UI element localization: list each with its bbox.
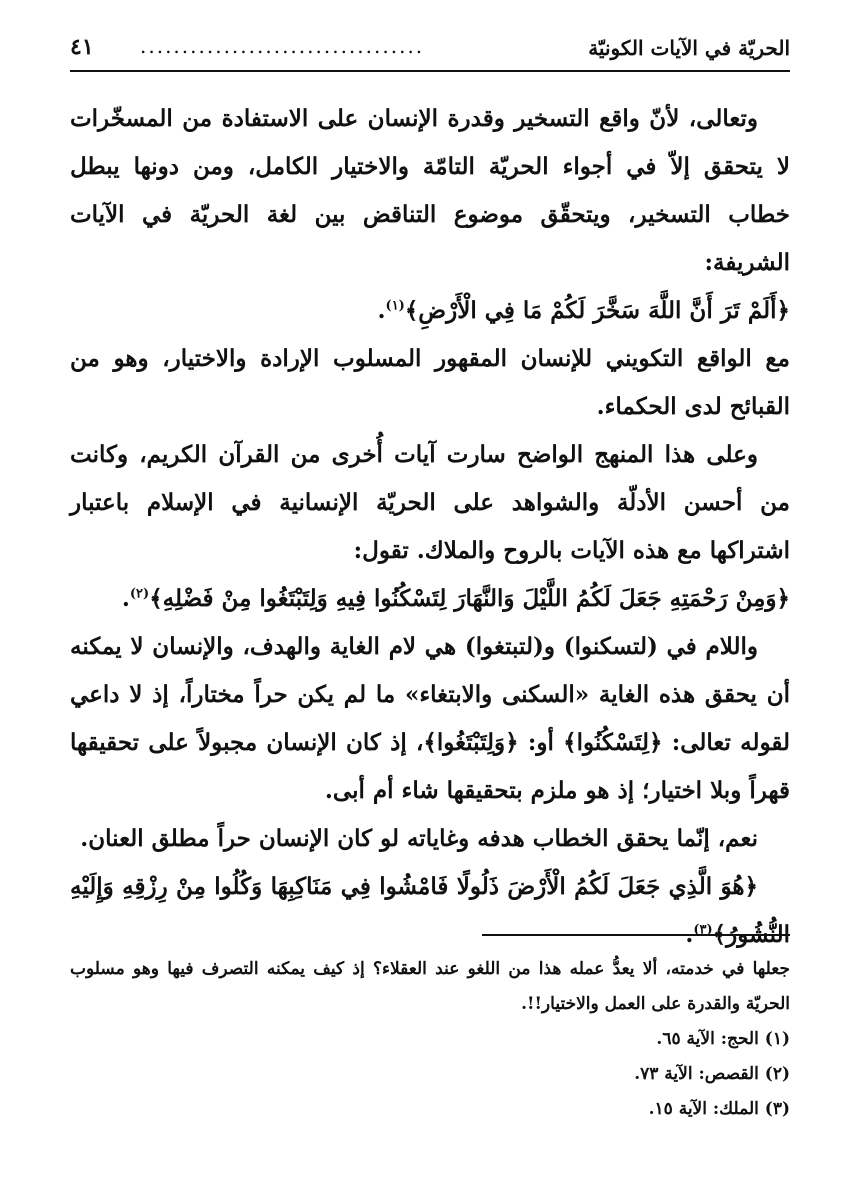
footnotes: [70, 952, 790, 1127]
footnote-separator: [482, 934, 790, 936]
footnote-2: (٢) القصص: الآية ٧٣.: [634, 1064, 790, 1084]
paragraph-2: مع الواقع التكويني للإنسان المقهور المسلوب الإرادة والاختيار، وهو من القبائح لدى الحكماء.: [70, 345, 790, 420]
footnote-continued: جعلها في خدمته، ألا يعدُّ عمله هذا من اللغو عند العقلاء؟ إذ كيف يمكنه التصرف فيها وهو مسلوب الحريّة والقدرة على العمل والاختيار!!.: [70, 959, 790, 1014]
page-header: [70, 30, 790, 72]
quran-quote-3: ﴿هُوَ الَّذِي جَعَلَ لَكُمُ الْأَرْضَ ذَلُولًا فَامْشُوا فِي مَنَاكِبِهَا وَكُلُوا مِنْ رِزْقِهِ وَإِلَيْهِ النُّشُورُ﴾$^{(٣)}$.: [70, 873, 790, 948]
paragraph-3: وعلى هذا المنهج الواضح سارت آيات أُخرى من القرآن الكريم، وكانت من أحسن الأدلّة والشواهد على الحريّة الإنسانية في الإسلام باعتبار اشتراكها مع هذه الآيات بالروح والملاك. تقول:: [70, 441, 790, 564]
paragraph-5: نعم، إنّما يحقق الخطاب هدفه وغاياته لو كان الإنسان حراً مطلق العنان.: [80, 825, 758, 852]
running-title: الحريّة في الآيات الكونيّة: [588, 36, 790, 60]
footnote-1: (١) الحج: الآية ٦٥.: [656, 1029, 790, 1049]
footnote-ref-3: (٣): [693, 922, 713, 938]
header-leader-dots: ..................................: [140, 34, 425, 58]
quote-1-text: ﴿أَلَمْ تَرَ أَنَّ اللَّهَ سَخَّرَ لَكُمْ مَا فِي الْأَرْضِ﴾: [404, 297, 790, 324]
quote-3-text: ﴿هُوَ الَّذِي جَعَلَ لَكُمُ الْأَرْضَ ذَلُولًا فَامْشُوا فِي مَنَاكِبِهَا وَكُلُوا مِنْ رِزْقِهِ وَإِلَيْهِ النُّشُورُ﴾: [70, 873, 790, 948]
quote-2-text: ﴿وَمِنْ رَحْمَتِهِ جَعَلَ لَكُمُ اللَّيْلَ وَالنَّهَارَ لِتَسْكُنُوا فِيهِ وَلِتَبْتَغُوا مِنْ فَضْلِهِ﴾: [149, 585, 790, 612]
quran-quote-1: ﴿أَلَمْ تَرَ أَنَّ اللَّهَ سَخَّرَ لَكُمْ مَا فِي الْأَرْضِ﴾$^{(١)}$.: [377, 297, 790, 324]
paragraph-4: واللام في (لتسكنوا) و(لتبتغوا) هي لام الغاية والهدف، والإنسان لا يمكنه أن يحقق هذه الغاية «السكنى والابتغاء» ما لم يكن حراً مختاراً، إذ لا داعي لقوله تعالى: ﴿لِتَسْكُنُوا﴾ أو: ﴿وَلِتَبْتَغُوا﴾، إذ كان الإنسان مجبولاً على تحقيقها قهراً وبلا اختيار؛ إذ هو ملزم بتحقيقها شاء أم أبى.: [70, 633, 790, 804]
footnote-ref-1: (١): [385, 298, 405, 314]
footnote-3: (٣) الملك: الآية ١٥.: [648, 1099, 790, 1119]
footnote-ref-2: (٢): [129, 586, 150, 602]
quran-quote-2: ﴿وَمِنْ رَحْمَتِهِ جَعَلَ لَكُمُ اللَّيْلَ وَالنَّهَارَ لِتَسْكُنُوا فِيهِ وَلِتَبْتَغُوا مِنْ فَضْلِهِ﴾$^{(٢)}$.: [121, 585, 790, 612]
page-number: ٤١: [70, 34, 94, 60]
paragraph-1: وتعالى، لأنّ واقع التسخير وقدرة الإنسان على الاستفادة من المسخّرات لا يتحقق إلاّ في أجواء الحريّة التامّة والاختيار الكامل، ومن دونها يبطل خطاب التسخير، ويتحقّق موضوع التناقض بين لغة الحريّة في الآيات الشريفة:: [70, 105, 790, 276]
main-text: [70, 95, 790, 959]
